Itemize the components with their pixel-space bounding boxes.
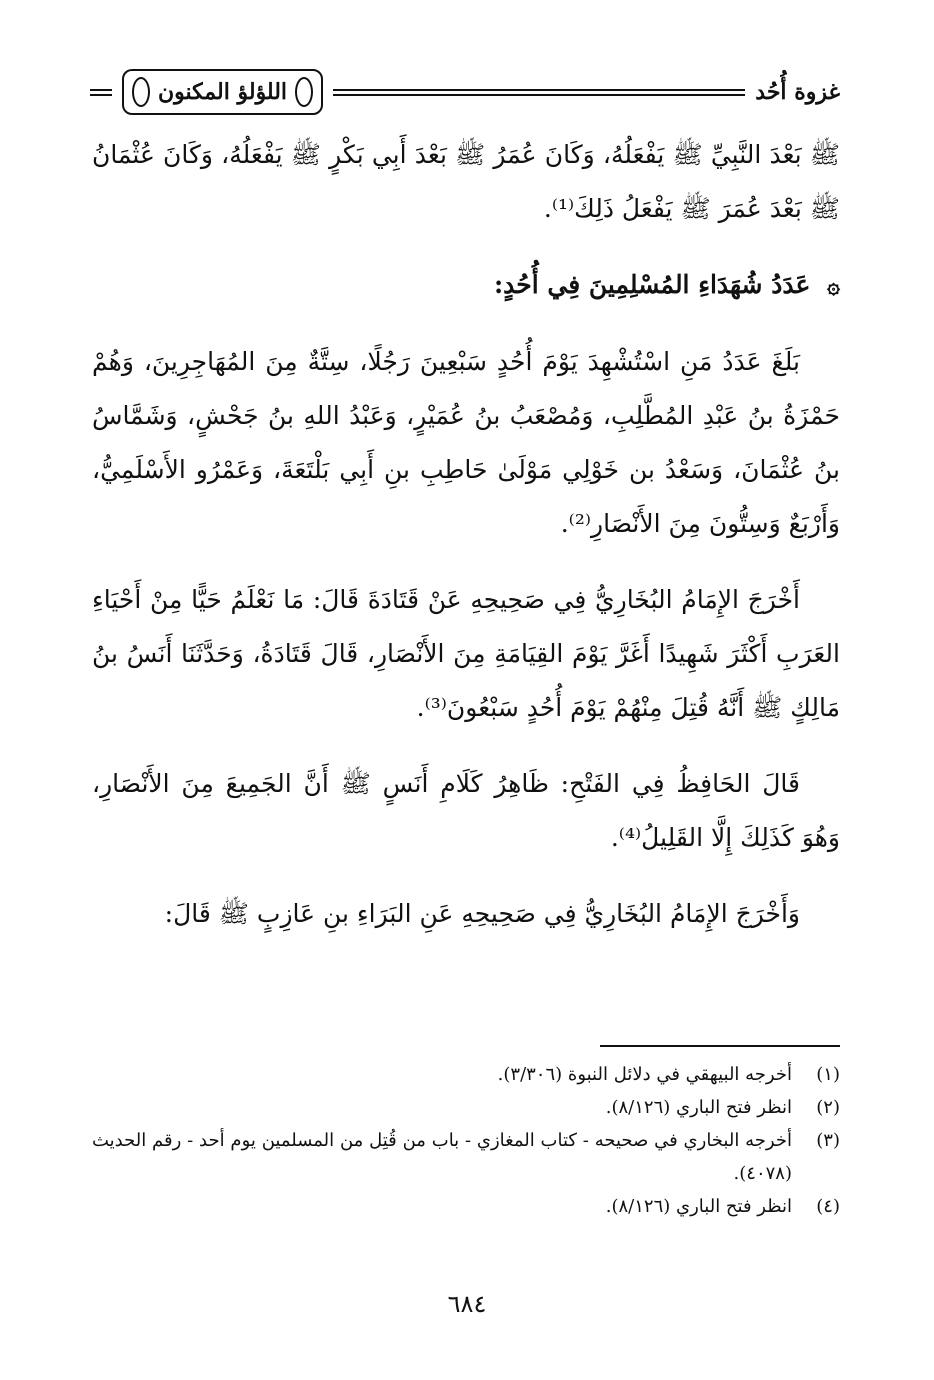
header-rule-left bbox=[90, 89, 112, 96]
footnote bbox=[92, 1058, 840, 1091]
footnote-number: (٤) bbox=[816, 1196, 840, 1217]
footnote-number: (١) bbox=[816, 1064, 840, 1085]
chapter-title: غزوة أُحُد bbox=[755, 79, 840, 105]
paragraph-martyrs-count: بَلَغَ عَدَدُ مَنِ اسْتُشْهِدَ يَوْمَ أُحُدٍ سَبْعِينَ رَجُلًا، سِتَّةٌ مِنَ المُهَاجِرِينَ، وَهُمْ حَمْزَةُ بنُ عَبْدِ المُطَّلِبِ، وَمُصْعَبُ بنُ عُمَيْرٍ، وَعَبْدُ اللهِ بنُ جَحْشٍ، وَشَمَّاسُ بنُ عُثْمَانَ، وَسَعْدُ بن خَوْلِي مَوْلَىٰ حَاطِبِ بنِ أَبِي بَلْتَعَةَ، وَعَمْرُو الأَسْلَمِيُّ، وَأَرْبَعٌ وَسِتُّونَ مِنَ الأَنْصَارِ⁽²⁾. bbox=[92, 347, 840, 538]
footnote bbox=[92, 1124, 840, 1190]
footnote-text: انظر فتح الباري (٨/١٢٦). bbox=[605, 1196, 792, 1217]
footnote-separator bbox=[600, 1045, 840, 1047]
paragraph-bukhari-qatada: أَخْرَجَ الإِمَامُ البُخَارِيُّ فِي صَحِيحِهِ عَنْ قَتَادَةَ قَالَ: مَا نَعْلَمُ حَيًّا مِنْ أَحْيَاءِ العَرَبِ أَكْثَرَ شَهِيدًا أَغَرَّ يَوْمَ القِيَامَةِ مِنَ الأَنْصَارِ، قَالَ قَتَادَةُ، وَحَدَّثَنَا أَنَسُ بنُ مَالِكٍ ﷺ أَنَّهُ قُتِلَ مِنْهُمْ يَوْمَ أُحُدٍ سَبْعُونَ⁽³⁾. bbox=[92, 585, 840, 722]
footnote-text: انظر فتح الباري (٨/١٢٦). bbox=[605, 1097, 792, 1118]
book-title-cartouche bbox=[122, 69, 323, 115]
main-text bbox=[92, 128, 840, 963]
footnotes bbox=[92, 1058, 840, 1223]
footnote-number: (٣) bbox=[816, 1130, 840, 1151]
footnote bbox=[92, 1091, 840, 1124]
running-header bbox=[90, 62, 840, 122]
paragraph-continuation: ﷺ بَعْدَ النَّبِيِّ ﷺ يَفْعَلُهُ، وَكَانَ عُمَرُ ﷺ بَعْدَ أَبِي بَكْرٍ ﷺ يَفْعَلُهُ، وَكَانَ عُثْمَانُ ﷺ بَعْدَ عُمَرَ ﷺ يَفْعَلُ ذَلِكَ⁽¹⁾. bbox=[92, 140, 840, 223]
footnote-text: أخرجه البخاري في صحيحه - كتاب المغازي - باب من قُتِل من المسلمين يوم أحد - رقم الحديث (٤٠٧٨). bbox=[92, 1130, 792, 1184]
section-heading bbox=[92, 258, 840, 313]
footnote-text: أخرجه البيهقي في دلائل النبوة (٣/٣٠٦). bbox=[497, 1064, 792, 1085]
paragraph-hafiz-fath: قَالَ الحَافِظُ فِي الفَتْحِ: ظَاهِرُ كَلَامِ أَنَسٍ ﷺ أَنَّ الجَمِيعَ مِنَ الأَنْصَارِ، وَهُوَ كَذَلِكَ إِلَّا القَلِيلُ⁽⁴⁾. bbox=[92, 769, 840, 852]
ornament-bullet-icon: ۞ bbox=[827, 273, 840, 299]
footnote bbox=[92, 1190, 840, 1223]
header-rule-right bbox=[333, 89, 745, 96]
book-title: اللؤلؤ المكنون bbox=[158, 79, 288, 105]
footnote-number: (٢) bbox=[816, 1097, 840, 1118]
paragraph-bukhari-bara: وَأَخْرَجَ الإِمَامُ البُخَارِيُّ فِي صَحِيحِهِ عَنِ البَرَاءِ بنِ عَازِبٍ ﷺ قَالَ: bbox=[164, 899, 800, 928]
page-number: ٦٨٤ bbox=[447, 1290, 487, 1318]
section-heading-text: عَدَدُ شُهَدَاءِ المُسْلِمِينَ فِي أُحُدٍ: bbox=[493, 270, 811, 299]
